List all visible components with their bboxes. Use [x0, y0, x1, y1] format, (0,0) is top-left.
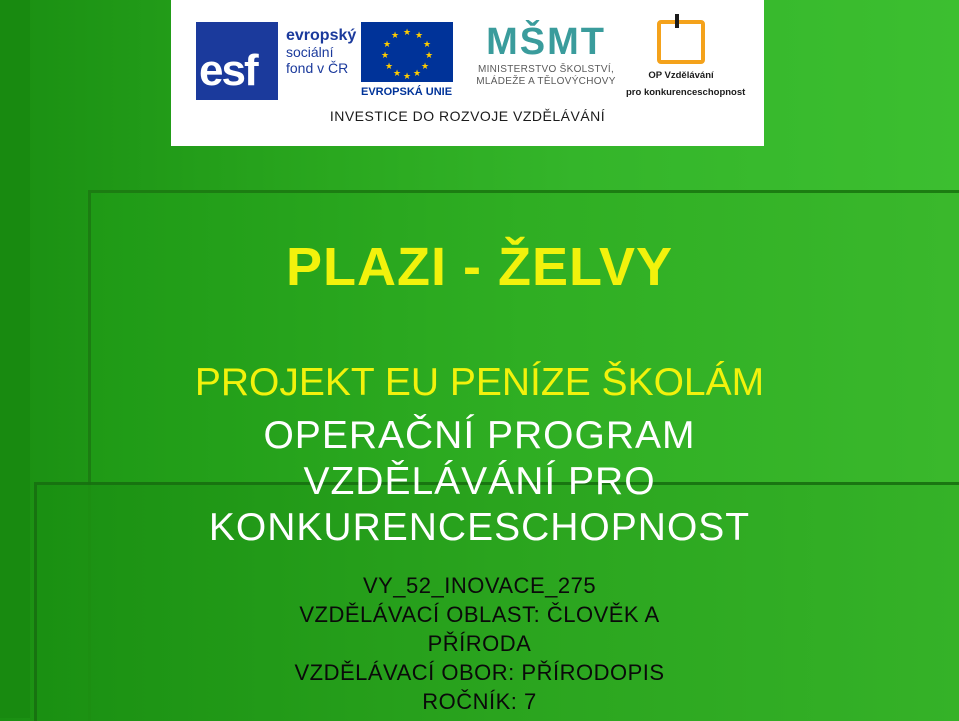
meta-code: VY_52_INOVACE_275: [362, 573, 597, 598]
logo-bar: [171, 0, 764, 146]
eu-logo: ★ ★ ★ ★ ★ ★ ★ ★ ★ ★ ★ ★ EVROPSKÁ UNIE: [361, 22, 457, 102]
meta-subject: VZDĚLÁVACÍ OBOR: PŘÍRODOPIS: [294, 660, 665, 685]
invest-slogan: INVESTICE DO ROZVOJE VZDĚLÁVÁNÍ: [329, 108, 606, 124]
eu-flag-icon: ★ ★ ★ ★ ★ ★ ★ ★ ★ ★ ★ ★: [361, 22, 453, 82]
page-title: PLAZI - ŽELVY: [286, 237, 673, 297]
project-name: PROJEKT EU PENÍZE ŠKOLÁM: [194, 361, 765, 404]
meta-grade: ROČNÍK: 7: [422, 689, 537, 714]
meta-area-cont: PŘÍRODA: [427, 631, 532, 656]
program-name: OPERAČNÍ PROGRAM VZDĚLÁVÁNÍ PRO KONKURENCESCHOPNOST: [208, 414, 751, 549]
meta-info: [0, 571, 959, 716]
msmt-logo: MŠMT MINISTERSTVO ŠKOLSTVÍ, MLÁDEŽE A TĚLOVÝCHOVY: [476, 21, 616, 87]
esf-text: evropský sociální fond v ČR: [286, 27, 357, 76]
op-mark-icon: [657, 20, 705, 64]
esf-logo: [196, 22, 357, 102]
esf-mark: esf: [196, 22, 278, 100]
op-logo: OP Vzdělávání pro konkurenceschopnost: [626, 20, 736, 104]
meta-area: VZDĚLÁVACÍ OBLAST: ČLOVĚK A: [299, 602, 660, 627]
